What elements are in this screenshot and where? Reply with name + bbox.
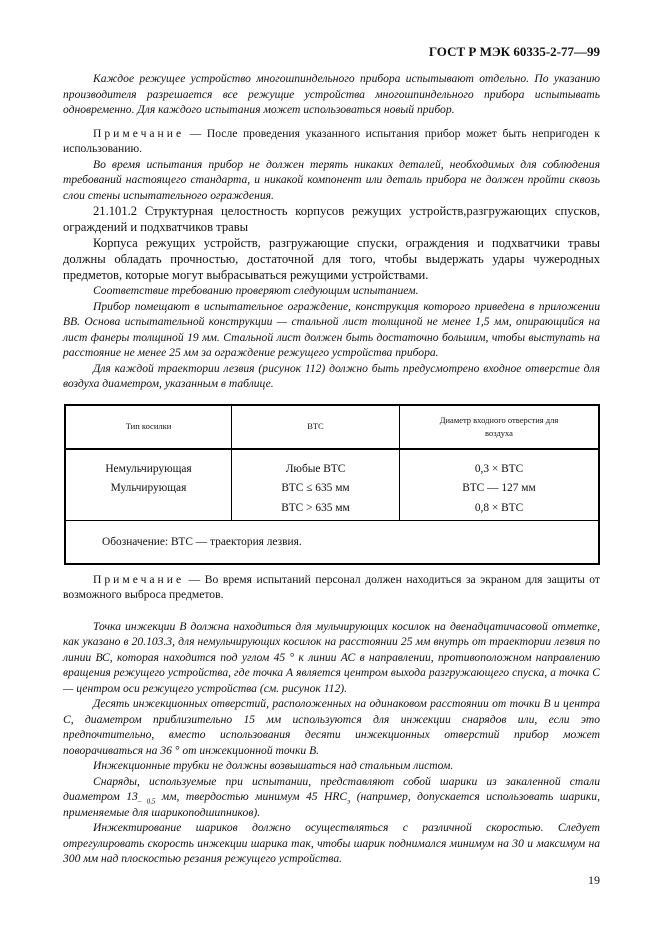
cell-line: Любые ВТС [285,462,346,475]
cell-line: 0,8 × ВТС [474,501,524,514]
section-text: 21.101.2 Структурная целостность корпусов режущих устройств,разгружающих спусков, ограждений и подхватчиков травы [63,204,600,234]
paragraph [63,283,600,299]
text-run: Снаряды, используемые при испытании, представляют собой шарики из закаленной стали диаметром 13 [63,774,600,803]
air-inlet-table [64,404,600,565]
cell-line: Немульчирующая [105,462,192,475]
cell-line: ВТС ≤ 635 мм [281,482,350,494]
paragraph-text: Прибор помещают в испытательное ограждение, конструкция которого приведена в приложении ВВ. Основа испытательной конструкции — стальной лист толщиной не менее 1,5 мм, опирающийся на лист фанеры толщиной 19 мм. Стальной лист должен быть достаточно большим, чтобы выступать на расстояние не менее 25 мм за ограждение режущего устройства прибора. [63,299,600,359]
paragraph [63,820,600,867]
paragraph [63,619,600,697]
paragraph-text: Каждое режущее устройство многошпиндельного прибора испытывают отдельно. По указанию производителя разрешается все режущие устройства многошпиндельного прибора испытывать одновременно. Для каждого испытания может использоваться новый прибор. [63,72,600,116]
note-label: Примечание [93,572,185,586]
cell-line: Мульчирующая [110,482,187,494]
subscript: э [347,797,351,806]
cell-line: ВТС > 635 мм [281,501,350,514]
page-number: 19 [588,872,600,887]
cell-line: 0,3 × ВТС [474,462,524,475]
paragraph [63,71,600,118]
note-text: — После проведения указанного испытания прибор может быть непригоден к использованию. [63,126,600,155]
table-header: ВТС [232,405,400,449]
table-footnote: Обозначение: ВТС — траектория лезвия. [65,520,599,564]
paragraph [63,774,600,821]
paragraph-text: Десять инжекционных отверстий, расположенных на одинаковом расстоянии от точки В и центра С, диаметром приблизительно 15 мм используются для инжекции снарядов или, если это предпочтительно, вместо использования десяти инжекционных отверстий прибор может поворачиваться на 36 ° от инжекционной точки В. [63,697,600,757]
section-heading [63,203,600,235]
paragraph [63,299,600,361]
table-cell [400,449,600,521]
paragraph-text: Во время испытания прибор не должен терять никаких деталей, необходимых для соблюдения требований настоящего стандарта, и никакой компонент или деталь прибора не должен пройти сквозь слои стены испытательного ограждения. [63,157,600,202]
table-header: Тип косилки [65,405,232,449]
paragraph [63,157,600,204]
note-text: — Во время испытаний персонал должен находиться за экраном для защиты от возможного выброса предметов. [63,572,600,601]
paragraph-text: Соответствие требованию проверяют следующим испытанием. [93,284,419,297]
table-cell [65,449,232,521]
paragraph [63,361,600,392]
text-run: мм, твердостью минимум 45 HRC [155,790,348,803]
table-header: Диаметр входного отверстия для воздуха [400,405,600,449]
note-label: Примечание [93,126,185,140]
paragraph [63,235,600,283]
paragraph [63,758,600,774]
text-run: (например, допускается использовать шарики, применяемые для шарикоподшипников). [63,790,600,819]
note [63,572,600,603]
subscript: – 0,5 [137,797,156,806]
document-header: ГОСТ Р МЭК 60335-2-77—99 [428,44,600,59]
paragraph-text: Для каждой траектории лезвия (рисунок 112) должно быть предусмотрено входное отверстие для воздуха диаметром, указанным в таблице. [63,361,600,390]
paragraph-text: Инжекционные трубки не должны возвышаться над стальным листом. [93,759,454,772]
table-cell [232,449,400,521]
paragraph-text: Инжектирование шариков должно осуществляться с различной скоростью. Следует отрегулировать скорость инжекции шарика так, чтобы шарик поднимался минимум на 30 и максимум на 300 мм над плоскостью резания режущего устройства. [63,821,600,865]
paragraph-text: Точка инжекции В должна находиться для мульчирующих косилок на двенадцатичасовой отметке, как указано в 20.103.3, для немульчирующих косилок на расстоянии 25 мм внутрь от траектории лезвия по линии ВС, которая находится под углом 45 ° к линии АС в направлении, противоположном направлению вращения режущего устройства, где точка А является центром выхода разгружающего спуска, а точка С — центром оси режущего устройства (см. рисунок 112). [63,619,600,695]
cell-line: ВТС — 127 мм [462,482,536,494]
paragraph-text: Корпуса режущих устройств, разгружающие спуски, ограждения и подхватчики травы должны обладать прочностью, достаточной для того, чтобы выдержать удары чужеродных предметов, которые могут выбрасываться режущими устройствами. [63,236,600,282]
note [63,126,600,157]
page-body [63,71,600,948]
paragraph [63,696,600,758]
table-row [65,449,599,521]
